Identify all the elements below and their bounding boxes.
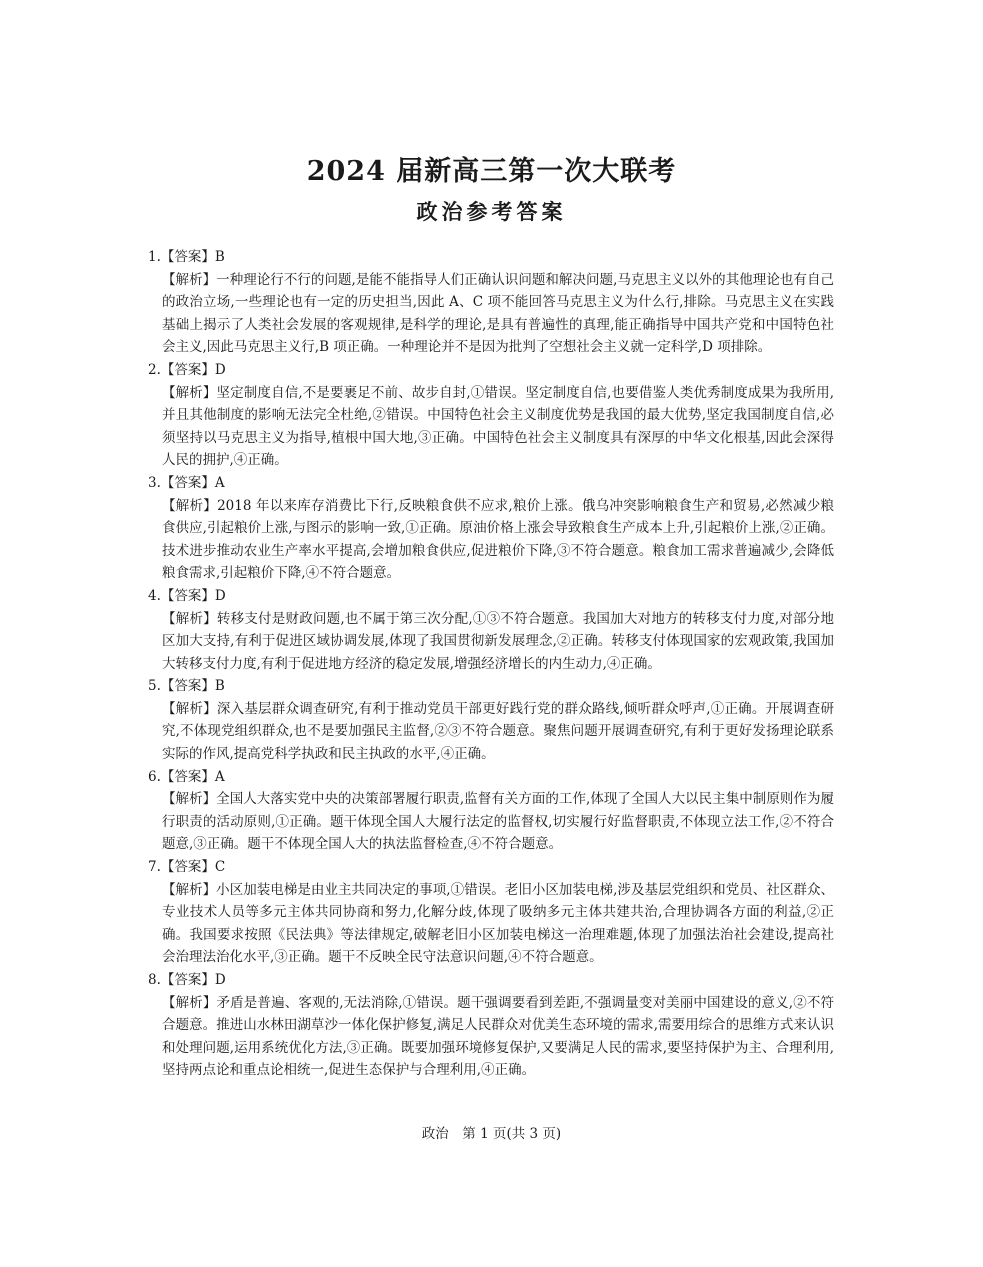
answer-key: 2.【答案】D bbox=[148, 361, 226, 378]
answer-analysis: 【解析】转移支付是财政问题,也不属于第三次分配,①③不符合题意。我国加大对地方的转移支付力度,对部分地区加大支持,有利于促进区域协调发展,体现了我国贯彻新发展理念,②正确。转移支付体现国家的宏观政策,我国加大转移支付力度,有利于促进地方经济的稳定发展,增强经济增长的内生动力,④正确。 bbox=[162, 610, 834, 672]
answer-key: 3.【答案】A bbox=[148, 474, 225, 491]
answer-item-5 bbox=[148, 675, 834, 765]
answer-analysis: 【解析】一种理论行不行的问题,是能不能指导人们正确认识问题和解决问题,马克思主义以外的其他理论也有自己的政治立场,一些理论也有一定的历史担当,因此 A、C 项不能回答马克思主义为什么行,排除。马克思主义在实践基础上揭示了人类社会发展的客观规律,是科学的理论,是具有普遍性的真理,能正确指导中国共产党和中国特色社会主义,因此马克思主义行,B 项正确。一种理论并不是因为批判了空想社会主义就一定科学,D 项排除。 bbox=[162, 271, 834, 356]
answer-key: 7.【答案】C bbox=[148, 859, 226, 876]
answer-key: 1.【答案】B bbox=[148, 249, 225, 265]
page-subtitle: 政治参考答案 bbox=[416, 200, 567, 224]
answer-analysis: 【解析】坚定制度自信,不是要裹足不前、故步自封,①错误。坚定制度自信,也要借鉴人类优秀制度成果为我所用,并且其他制度的影响无法完全杜绝,②错误。中国特色社会主义制度优势是我国的最大优势,坚定我国制度自信,必须坚持以马克思主义为指导,植根中国大地,③正确。中国特色社会主义制度具有深厚的中华文化根基,因此会深得人民的拥护,④正确。 bbox=[162, 384, 834, 469]
answer-item-6 bbox=[148, 766, 834, 856]
answer-analysis: 【解析】全国人大落实党中央的决策部署履行职责,监督有关方面的工作,体现了全国人大以民主集中制原则作为履行职责的活动原则,①正确。题干体现全国人大履行法定的监督权,切实履行好监督职责,不体现立法工作,②不符合题意,③正确。题干不体现全国人大的执法监督检查,④不符合题意。 bbox=[162, 791, 834, 853]
answer-item-3 bbox=[148, 472, 834, 585]
answer-analysis: 【解析】深入基层群众调查研究,有利于推动党员干部更好践行党的群众路线,倾听群众呼声,①正确。开展调查研究,不体现党组织群众,也不是要加强民主监督,②③不符合题意。聚焦问题开展调查研究,有利于更好发扬理论联系实际的作风,提高党科学执政和民主执政的水平,④正确。 bbox=[162, 700, 834, 763]
answer-list bbox=[148, 246, 834, 1082]
answer-key: 5.【答案】B bbox=[148, 678, 225, 695]
answer-item-1 bbox=[148, 246, 834, 359]
answer-analysis: 【解析】2018 年以来库存消费比下行,反映粮食供不应求,粮价上涨。俄乌冲突影响粮食生产和贸易,必然减少粮食供应,引起粮价上涨,与图示的影响一致,①正确。原油价格上涨会导致粮食生产成本上升,引起粮价上涨,②正确。技术进步推动农业生产率水平提高,会增加粮食供应,促进粮价下降,③不符合题意。粮食加工需求普遍减少,会降低粮食需求,引起粮价下降,④不符合题意。 bbox=[162, 497, 834, 582]
answer-analysis: 【解析】矛盾是普遍、客观的,无法消除,①错误。题干强调要看到差距,不强调量变对美丽中国建设的意义,②不符合题意。推进山水林田湖草沙一体化保护修复,满足人民群众对优美生态环境的需求,需要用综合的思维方式来认识和处理问题,运用系统优化方法,③正确。既要加强环境修复保护,又要满足人民的需求,要坚持保护为主、合理利用,坚持两点论和重点论相统一,促进生态保护与合理利用,④正确。 bbox=[162, 994, 834, 1079]
page-title: 2024 届新高三第一次大联考 bbox=[306, 156, 677, 187]
answer-analysis: 【解析】小区加装电梯是由业主共同决定的事项,①错误。老旧小区加装电梯,涉及基层党组织和党员、社区群众、专业技术人员等多元主体共同协商和努力,化解分歧,体现了吸纳多元主体共建共治,合理协调各方面的利益,②正确。我国要求按照《民法典》等法律规定,破解老旧小区加装电梯这一治理难题,体现了加强法治社会建设,提高社会治理法治化水平,③正确。题干不反映全民守法意识问题,④不符合题意。 bbox=[162, 881, 834, 966]
answer-key: 8.【答案】D bbox=[148, 972, 226, 988]
answer-item-2 bbox=[148, 359, 834, 472]
answer-item-7 bbox=[148, 856, 834, 969]
page-footer: 政治 第 1 页(共 3 页) bbox=[421, 1126, 562, 1142]
answer-key: 4.【答案】D bbox=[148, 587, 226, 604]
answer-key: 6.【答案】A bbox=[148, 768, 225, 785]
answer-item-8 bbox=[148, 969, 834, 1082]
answer-item-4 bbox=[148, 585, 834, 675]
